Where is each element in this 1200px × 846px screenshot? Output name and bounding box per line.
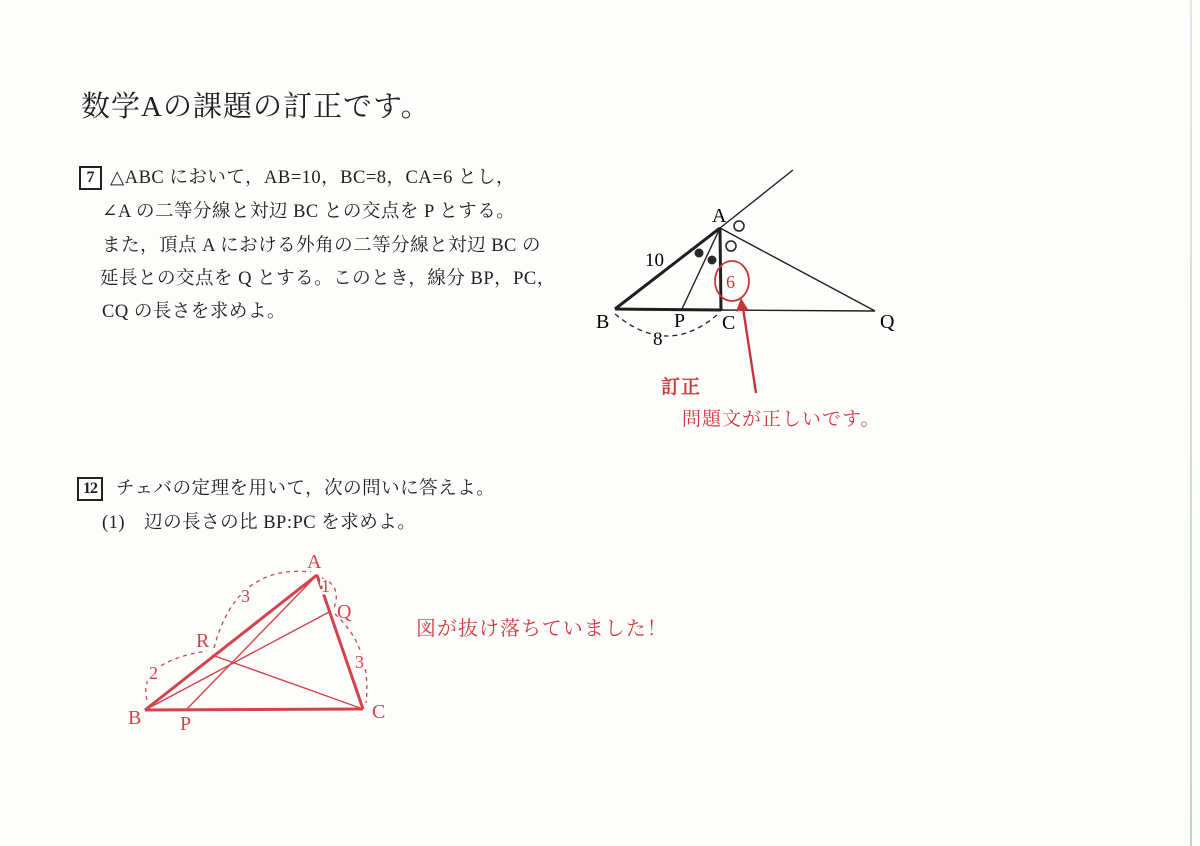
figure2-label-B: B <box>128 707 142 729</box>
figure2-ceva-triangle-diagram <box>118 552 408 737</box>
figure2-ratio-BR-2: 2 <box>149 663 158 683</box>
figure1-label-C: C <box>722 312 736 334</box>
page-title: 数学Aの課題の訂正です。 <box>81 91 431 123</box>
figure1-label-Q: Q <box>880 311 895 333</box>
figure1-angle-circle-1 <box>734 221 744 231</box>
figure2-label-Q: Q <box>337 601 352 623</box>
figure1-external-bisector-AQ <box>720 228 875 311</box>
figure2-ratio-RA-3: 3 <box>241 586 250 606</box>
problem12-statement: チェバの定理を用いて，次の問いに答えよ。 <box>116 479 496 499</box>
problem7-number-box <box>79 166 102 190</box>
scan-edge-artifact <box>1190 0 1192 846</box>
figure2-label-A: A <box>307 552 322 573</box>
problem12-question1: (1) 辺の長さの比 BP:PC を求めよ。 <box>102 513 417 533</box>
figure1-label-AB-10: 10 <box>645 250 664 271</box>
problem7-line-2: ∠A の二等分線と対辺 BC との交点を P とする。 <box>102 202 516 222</box>
figure2-ratio-arc-RA <box>214 571 311 648</box>
figure2-label-C: C <box>372 701 386 723</box>
figure2-side-AB <box>145 575 317 710</box>
figure1-ba-extension-ray <box>720 170 793 228</box>
problem12-number: 12 <box>83 480 97 497</box>
figure1-label-BC-8: 8 <box>653 329 663 350</box>
figure2-cevian-BQ <box>145 611 331 710</box>
figure2-cevian-CR <box>212 655 363 709</box>
correction-heading: 訂正 <box>661 377 702 398</box>
figure1-angle-dot-1 <box>695 249 704 258</box>
figure2-label-P: P <box>180 713 192 735</box>
figure1-label-P: P <box>674 310 686 332</box>
figure2-labels <box>128 552 385 735</box>
problem7-number: 7 <box>86 169 95 186</box>
figure2-lines <box>145 571 367 711</box>
figure1-angle-circle-2 <box>726 241 736 251</box>
arrow-shaft <box>743 308 756 393</box>
figure1-correction-arrow <box>736 298 756 393</box>
figure1-side-BC <box>615 309 721 310</box>
figure2-label-R: R <box>196 630 210 652</box>
problem7-line-3: また，頂点 A における外角の二等分線と対辺 BC の <box>102 236 542 256</box>
figure1-side-AC <box>720 228 721 311</box>
problem7-line-1: △ABC において，AB=10，BC=8，CA=6 とし， <box>110 168 516 188</box>
figure1-internal-bisector-AP <box>681 228 720 311</box>
figure1-side-AB <box>615 228 720 309</box>
problem7-line-4: 延長との交点を Q とする。このとき，線分 BP，PC， <box>100 269 556 289</box>
figure1-length-arc-BC <box>615 314 718 336</box>
figure2-ratio-AQ-1: 1 <box>321 576 330 596</box>
figure1-angle-dot-2 <box>708 256 717 265</box>
correction-note: 問題文が正しいです。 <box>682 409 881 430</box>
figure1-label-A: A <box>712 205 727 227</box>
problem12-number-box <box>77 477 103 501</box>
figure2-ratio-QC-3: 3 <box>355 652 364 672</box>
problem7-line-5: CQ の長さを求めよ。 <box>102 302 286 322</box>
figure1-label-B: B <box>596 311 610 333</box>
figure2-side-BC <box>145 709 363 710</box>
figure2-missing-note: 図が抜け落ちていました！ <box>416 618 668 640</box>
figure1-label-CA-6: 6 <box>726 272 735 292</box>
figure1-triangle-diagram <box>590 150 920 405</box>
